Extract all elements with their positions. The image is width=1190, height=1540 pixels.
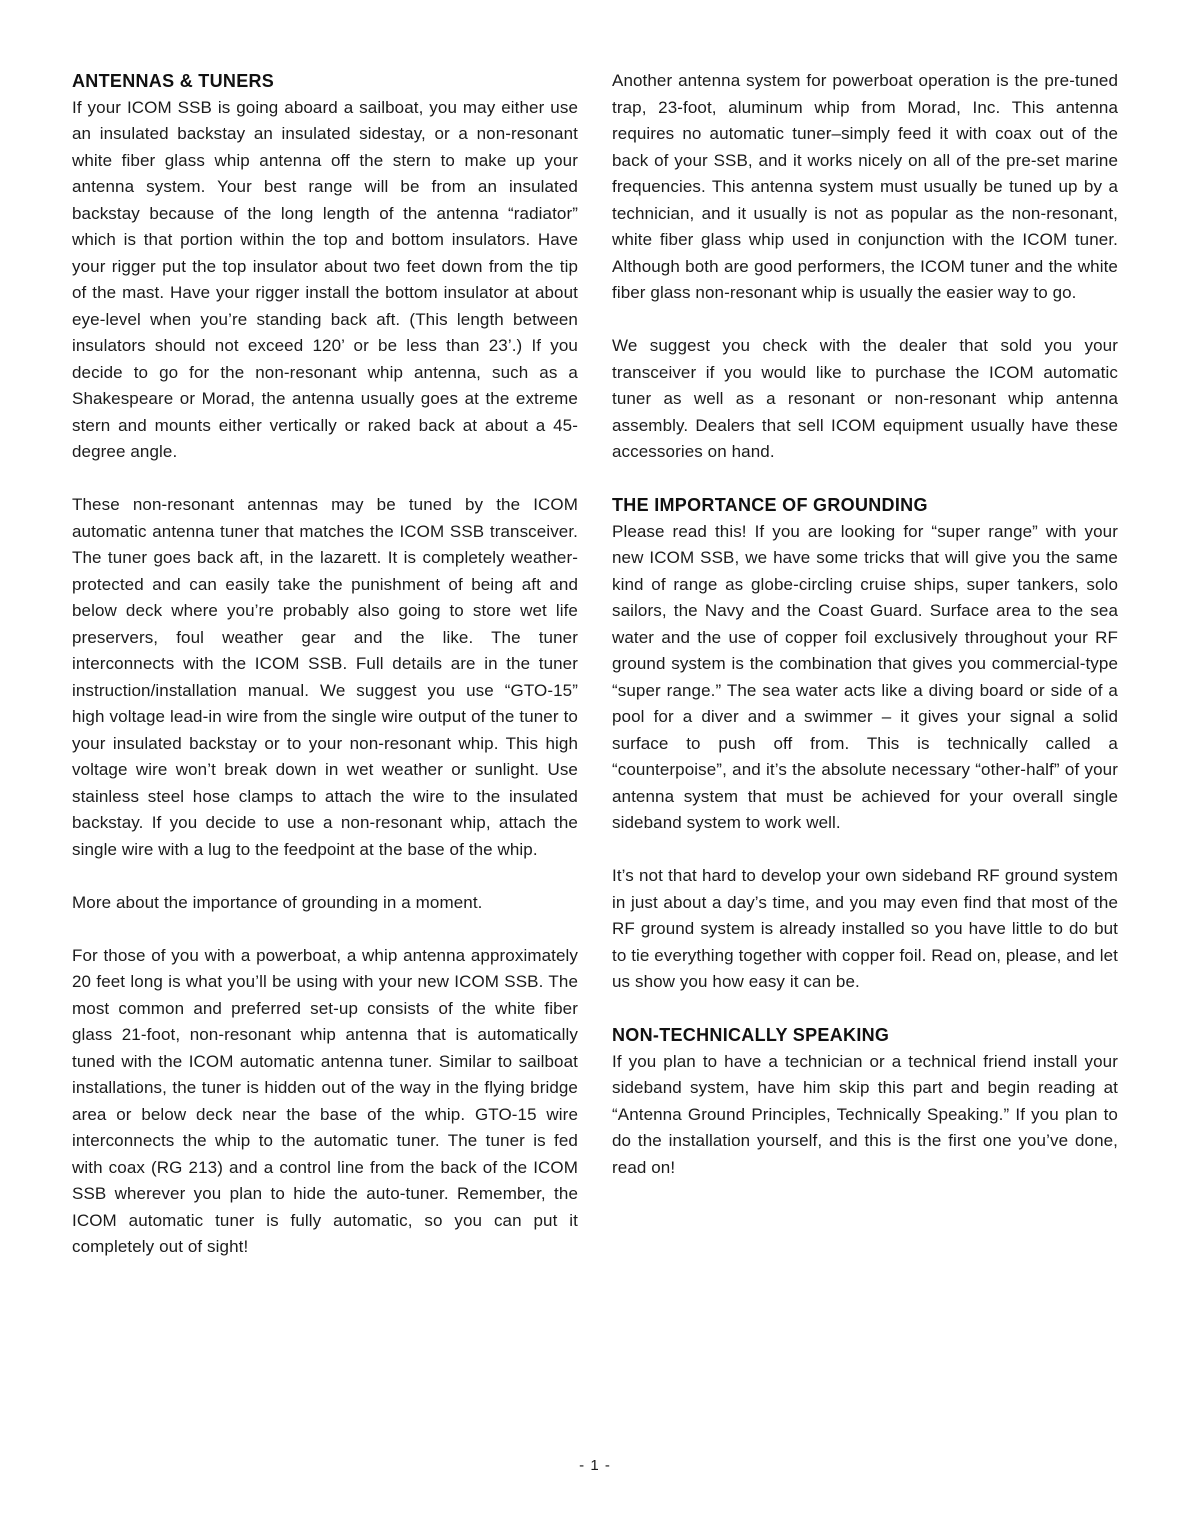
heading-antennas-and-tuners: ANTENNAS & TUNERS [72,71,275,91]
paragraph-dealer-suggestion: We suggest you check with the dealer that sold you your transceiver if you would like to purchase the ICOM automatic tuner as well as a resonant or non-resonant whip antenna assembly. Dealers that sell ICOM equipment usually have these accessories on hand. [612,336,1118,461]
paragraph-icom-tuner: These non-resonant antennas may be tuned by the ICOM automatic antenna tuner that matches the ICOM SSB transceiver. The tuner goes back aft, in the lazarett. It is completely weather-protected and can easily take the punishment of being aft and below deck where you’re probably also going to store wet life preservers, foul weather gear and the like. The tuner interconnects with the ICOM SSB. Full details are in the tuner instruction/installation manual. We suggest you use “GTO-15” high voltage lead-in wire from the single wire output of the tuner to your insulated backstay or to your non-resonant whip. This high voltage wire won’t break down in wet weather or sunlight. Use stainless steel hose clamps to attach the wire to the insulated backstay. If you decide to use a non-resonant whip, attach the single wire with a lug to the feedpoint at the base of the whip. [72,495,578,859]
paragraph-morad-whip: Another antenna system for powerboat operation is the pre-tuned trap, 23-foot, aluminum whip from Morad, Inc. This antenna requires no automatic tuner–simply feed it with coax out of the back of your SSB, and it works nicely on all of the pre-set marine frequencies. This antenna system must usually be tuned up by a technician, and it usually is not as popular as the non-resonant, white fiber glass whip used in conjunction with the ICOM tuner. Although both are good performers, the ICOM tuner and the white fiber glass non-resonant whip is usually the easier way to go. [612,71,1118,302]
heading-non-technically-speaking: NON-TECHNICALLY SPEAKING [612,1025,890,1045]
right-column [612,68,1118,1181]
heading-importance-of-grounding: THE IMPORTANCE OF GROUNDING [612,495,928,515]
page-number: - 1 - [579,1457,611,1474]
paragraph-super-range: Please read this! If you are looking for “super range” with your new ICOM SSB, we have some tricks that will give you the same kind of range as globe-circling cruise ships, super tankers, solo sailors, the Navy and the Coast Guard. Surface area to the sea water and the use of copper foil exclusively throughout your RF ground system is the combination that gives you commercial-type “super range.” The sea water acts like a diving board or side of a pool for a diver and a swimmer – it gives your signal a solid surface to push off from. This is technically called a “counterpoise”, and it’s the absolute necessary “other-half” of your antenna system that must be achieved for your overall single sideband system to work well. [612,521,1118,832]
left-column [72,68,578,1261]
content-columns [72,68,1118,1261]
paragraph-technician-install: If you plan to have a technician or a technical friend install your sideband system, have him skip this part and begin reading at “Antenna Ground Principles, Technically Speaking.” If you plan to do the installation yourself, and this is the first one you’ve done, read on! [612,1051,1118,1177]
paragraph-grounding-teaser: More about the importance of grounding in a moment. [72,892,483,912]
paragraph-sailboat-antenna: If your ICOM SSB is going aboard a sailboat, you may either use an insulated backstay an insulated sidestay, or a non-resonant white fiber glass whip antenna off the stern to make up your antenna system. Your best range will be from an insulated backstay because of the long length of the antenna “radiator” which is that portion within the top and bottom insulators. Have your rigger put the top insulator about two feet down from the tip of the mast. Have your rigger install the bottom insulator at about eye-level when you’re standing back aft. (This length between insulators should not exceed 120’ or be less than 23’.) If you decide to go for the non-resonant whip antenna, such as a Shakespeare or Morad, the antenna usually goes at the extreme stern and mounts either vertically or raked back at about a 45-degree angle. [72,97,578,461]
paragraph-powerboat-whip: For those of you with a powerboat, a whip antenna approximately 20 feet long is what you’ll be using with your new ICOM SSB. The most common and preferred set-up consists of the white fiber glass 21-foot, non-resonant whip antenna that is automatically tuned with the ICOM automatic antenna tuner. Similar to sailboat installations, the tuner is hidden out of the way in the flying bridge area or below deck near the base of the whip. GTO-15 wire interconnects the whip to the automatic tuner. The tuner is fed with coax (RG 213) and a control line from the back of the ICOM SSB wherever you plan to hide the auto-tuner. Remember, the ICOM automatic tuner is fully automatic, so you can put it completely out of sight! [72,945,578,1256]
paragraph-rf-ground-system: It’s not that hard to develop your own sideband RF ground system in just about a day’s time, and you may even find that most of the RF ground system is already installed so you have little to do but to tie everything together with copper foil. Read on, please, and let us show you how easy it can be. [612,866,1118,991]
